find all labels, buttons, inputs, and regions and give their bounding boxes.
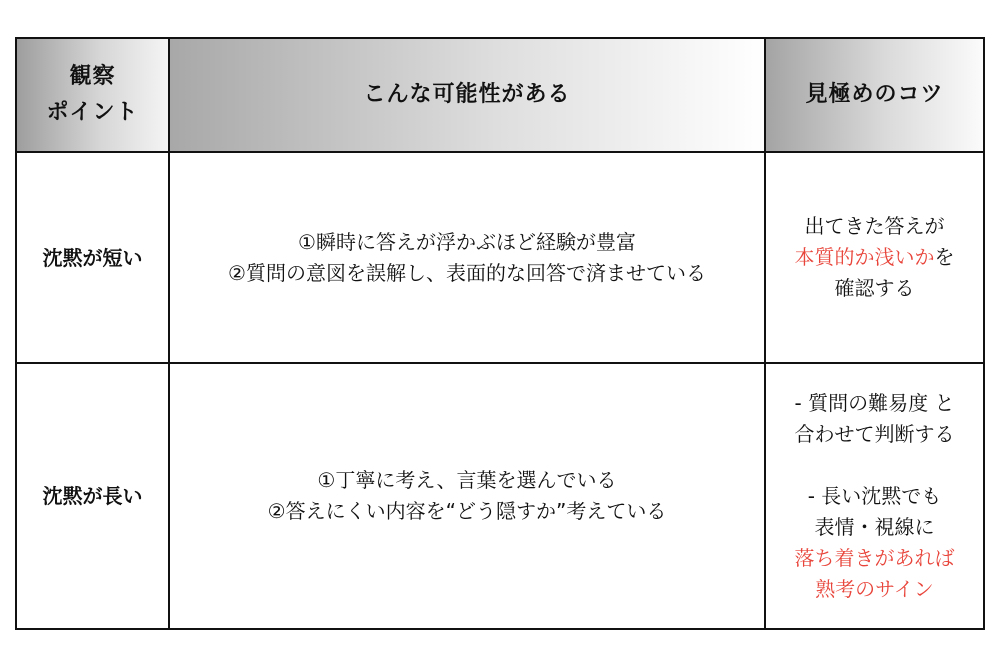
header-col1-line2: ポイント — [46, 100, 139, 125]
table-row — [16, 152, 984, 363]
table-header-row — [16, 38, 984, 152]
header-col1-line1: 観察 — [69, 64, 116, 89]
row-2-possibility-2: ②答えにくい内容を“どう隠すか”考えている — [267, 499, 667, 523]
row-1-tip-line2-suffix: を — [934, 245, 955, 269]
row-1-possibility-1: ①瞬時に答えが浮かぶほど経験が豊富 — [298, 229, 636, 254]
row-1-tip-line1: 出てきた答えが — [804, 214, 945, 238]
row-2-point — [16, 363, 169, 629]
row-1-possibilities — [169, 152, 765, 363]
row-2-tip-line2: 合わせて判断する — [794, 421, 955, 446]
row-2-tip-line5: 落ち着きがあれば — [794, 545, 955, 570]
row-1-point — [16, 152, 169, 363]
row-1-tip-line2 — [766, 242, 983, 273]
row-2-point-label: 沈黙が長い — [42, 484, 143, 508]
table-row — [16, 363, 984, 629]
header-col2-label: こんな可能性がある — [363, 82, 571, 107]
row-2-tip-spacer — [766, 450, 983, 481]
row-1-tip-highlight: 本質的か浅いか — [794, 245, 935, 269]
header-col3-label: 見極めのコツ — [805, 82, 944, 107]
row-1-tips — [765, 152, 984, 363]
row-2-tip-line4: 表情・視線に — [814, 514, 935, 539]
header-observation-point — [16, 38, 169, 152]
row-2-possibility-1: ①丁寧に考え、言葉を選んでいる — [317, 468, 617, 492]
header-tips — [765, 38, 984, 152]
row-1-possibility-2: ②質問の意図を誤解し、表面的な回答で済ませている — [228, 260, 706, 285]
row-1-tip-line3: 確認する — [834, 276, 915, 300]
header-possibility — [169, 38, 765, 152]
row-2-tip-line3: - 長い沈黙でも — [807, 483, 942, 508]
row-2-tip-line6: 熟考のサイン — [815, 576, 934, 601]
row-2-possibilities — [169, 363, 765, 629]
row-2-tip-line1: - 質問の難易度 と — [794, 390, 955, 415]
row-2-tips — [765, 363, 984, 629]
observation-table — [15, 37, 985, 630]
row-1-point-label: 沈黙が短い — [42, 245, 143, 270]
